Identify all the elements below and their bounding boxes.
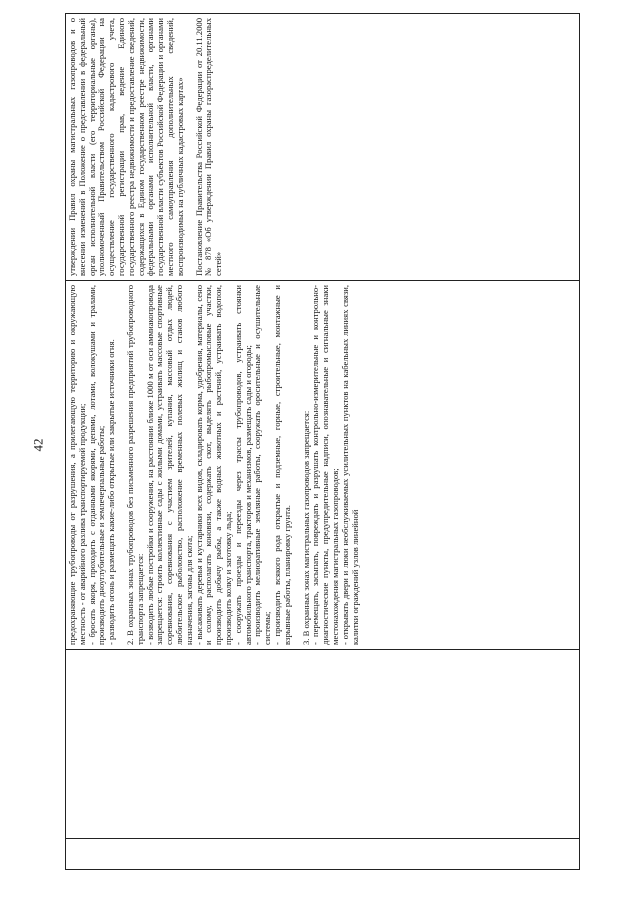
restriction-paragraph: - высаживать деревья и кустарники всех видов, складировать корма, удобрения, материалы, сено и солому, располагать коновязи, содержать скот, выделять рыбопромысловые участки, производить добычу рыбы, а также водных животных и растений, устраивать водопои, производить колку и заготовку льда; (193, 285, 233, 645)
legal-reference: утверждении Правил охраны магистральных газопроводов и о внесении изменений в Положение о представлении в федеральный орган исполнительной власти (его территориальные органы), уполномоченный Правительством Российской Федерации на осуществление государственного кадастрового учета, государственной регистрации прав, ведение Единого государственного реестра недвижимости и предоставление сведений, содержащихся в Едином государственном реестре недвижимости, федеральными органами исполнительной власти, органами государственной власти субъектов Российской Федерации и органами местного самоуправления дополнительных сведений, воспроизводимых на публичных кадастровых картах» (67, 18, 185, 276)
legal-basis-cell (66, 14, 580, 281)
section-heading: 3. В охранных зонах магистральных газопроводов запрещается: (300, 410, 311, 645)
restriction-paragraph: - производить всякого рода открытые и подземные, горные, строительные, монтажные и взрывные работы, планировку грунта. (271, 285, 292, 645)
empty-number-cell (66, 839, 580, 870)
zone-restrictions-table (65, 13, 580, 870)
restriction-paragraph: - разводить огонь и размещать какие-либо открытые или закрытые источники огня. (106, 339, 117, 645)
section-heading: 2. В охранных зонах трубопроводов без письменного разрешения предприятий трубопроводного транспорта запрещается: (124, 285, 145, 645)
empty-zone-cell (66, 650, 580, 839)
zone-restrictions-table-sheet (65, 18, 580, 870)
restriction-paragraph: - возводить любые постройки и сооружения, на расстоянии ближе 1000 м от оси аммиакопровода запрещается: строить коллективные сады с жилыми домами, устраивать массовые спортивные соревнования, соревнования с участием зрителей, купания, массовый отдых людей, любительское рыболовство, расположение временных полевых жилищ и станов любого назначения, загоны для скота; (144, 285, 194, 645)
restriction-paragraph: - открывать двери и люки необслуживаемых усилительных пунктов на кабельных линиях связи, калитки ограждений узлов линейной (339, 285, 360, 645)
restriction-paragraph: - производить мелиоративные земляные работы, сооружать оросительные и осушительные системы; (252, 285, 273, 645)
restriction-paragraph: - перемещать, засыпать, повреждать и разрушать контрольно-измерительные и контрольно-диагностические пункты, предупредительные надписи, опознавательные и сигнальные знаки местонахождения магистральных газопроводов; (310, 285, 340, 645)
restriction-paragraph: - сооружать проезды и переезды через трассы трубопроводов, устраивать стоянки автомобильного транспорта, тракторов и механизмов, размещать сады и огороды; (232, 285, 253, 645)
table-row (66, 14, 580, 870)
restriction-paragraph: - бросать якоря, проходить с отданными якорями, цепями, лотами, волокушами и тралами, производить дноуглубительные и землечерпальные работы; (86, 285, 107, 645)
rotated-page-area (65, 18, 580, 870)
page-number: 42 (30, 438, 46, 452)
restrictions-cell (66, 281, 580, 650)
legal-reference: Постановление Правительства Российской Федерации от 20.11.2000 № 878 «Об утверждении Правил охраны газораспределительных сетей» (193, 18, 224, 276)
restriction-paragraph: предохраняющие трубопроводы от разрушения, а прилегающую территорию и окружающую местность - от аварийного разлива транспортируемой продукции; (67, 285, 87, 645)
